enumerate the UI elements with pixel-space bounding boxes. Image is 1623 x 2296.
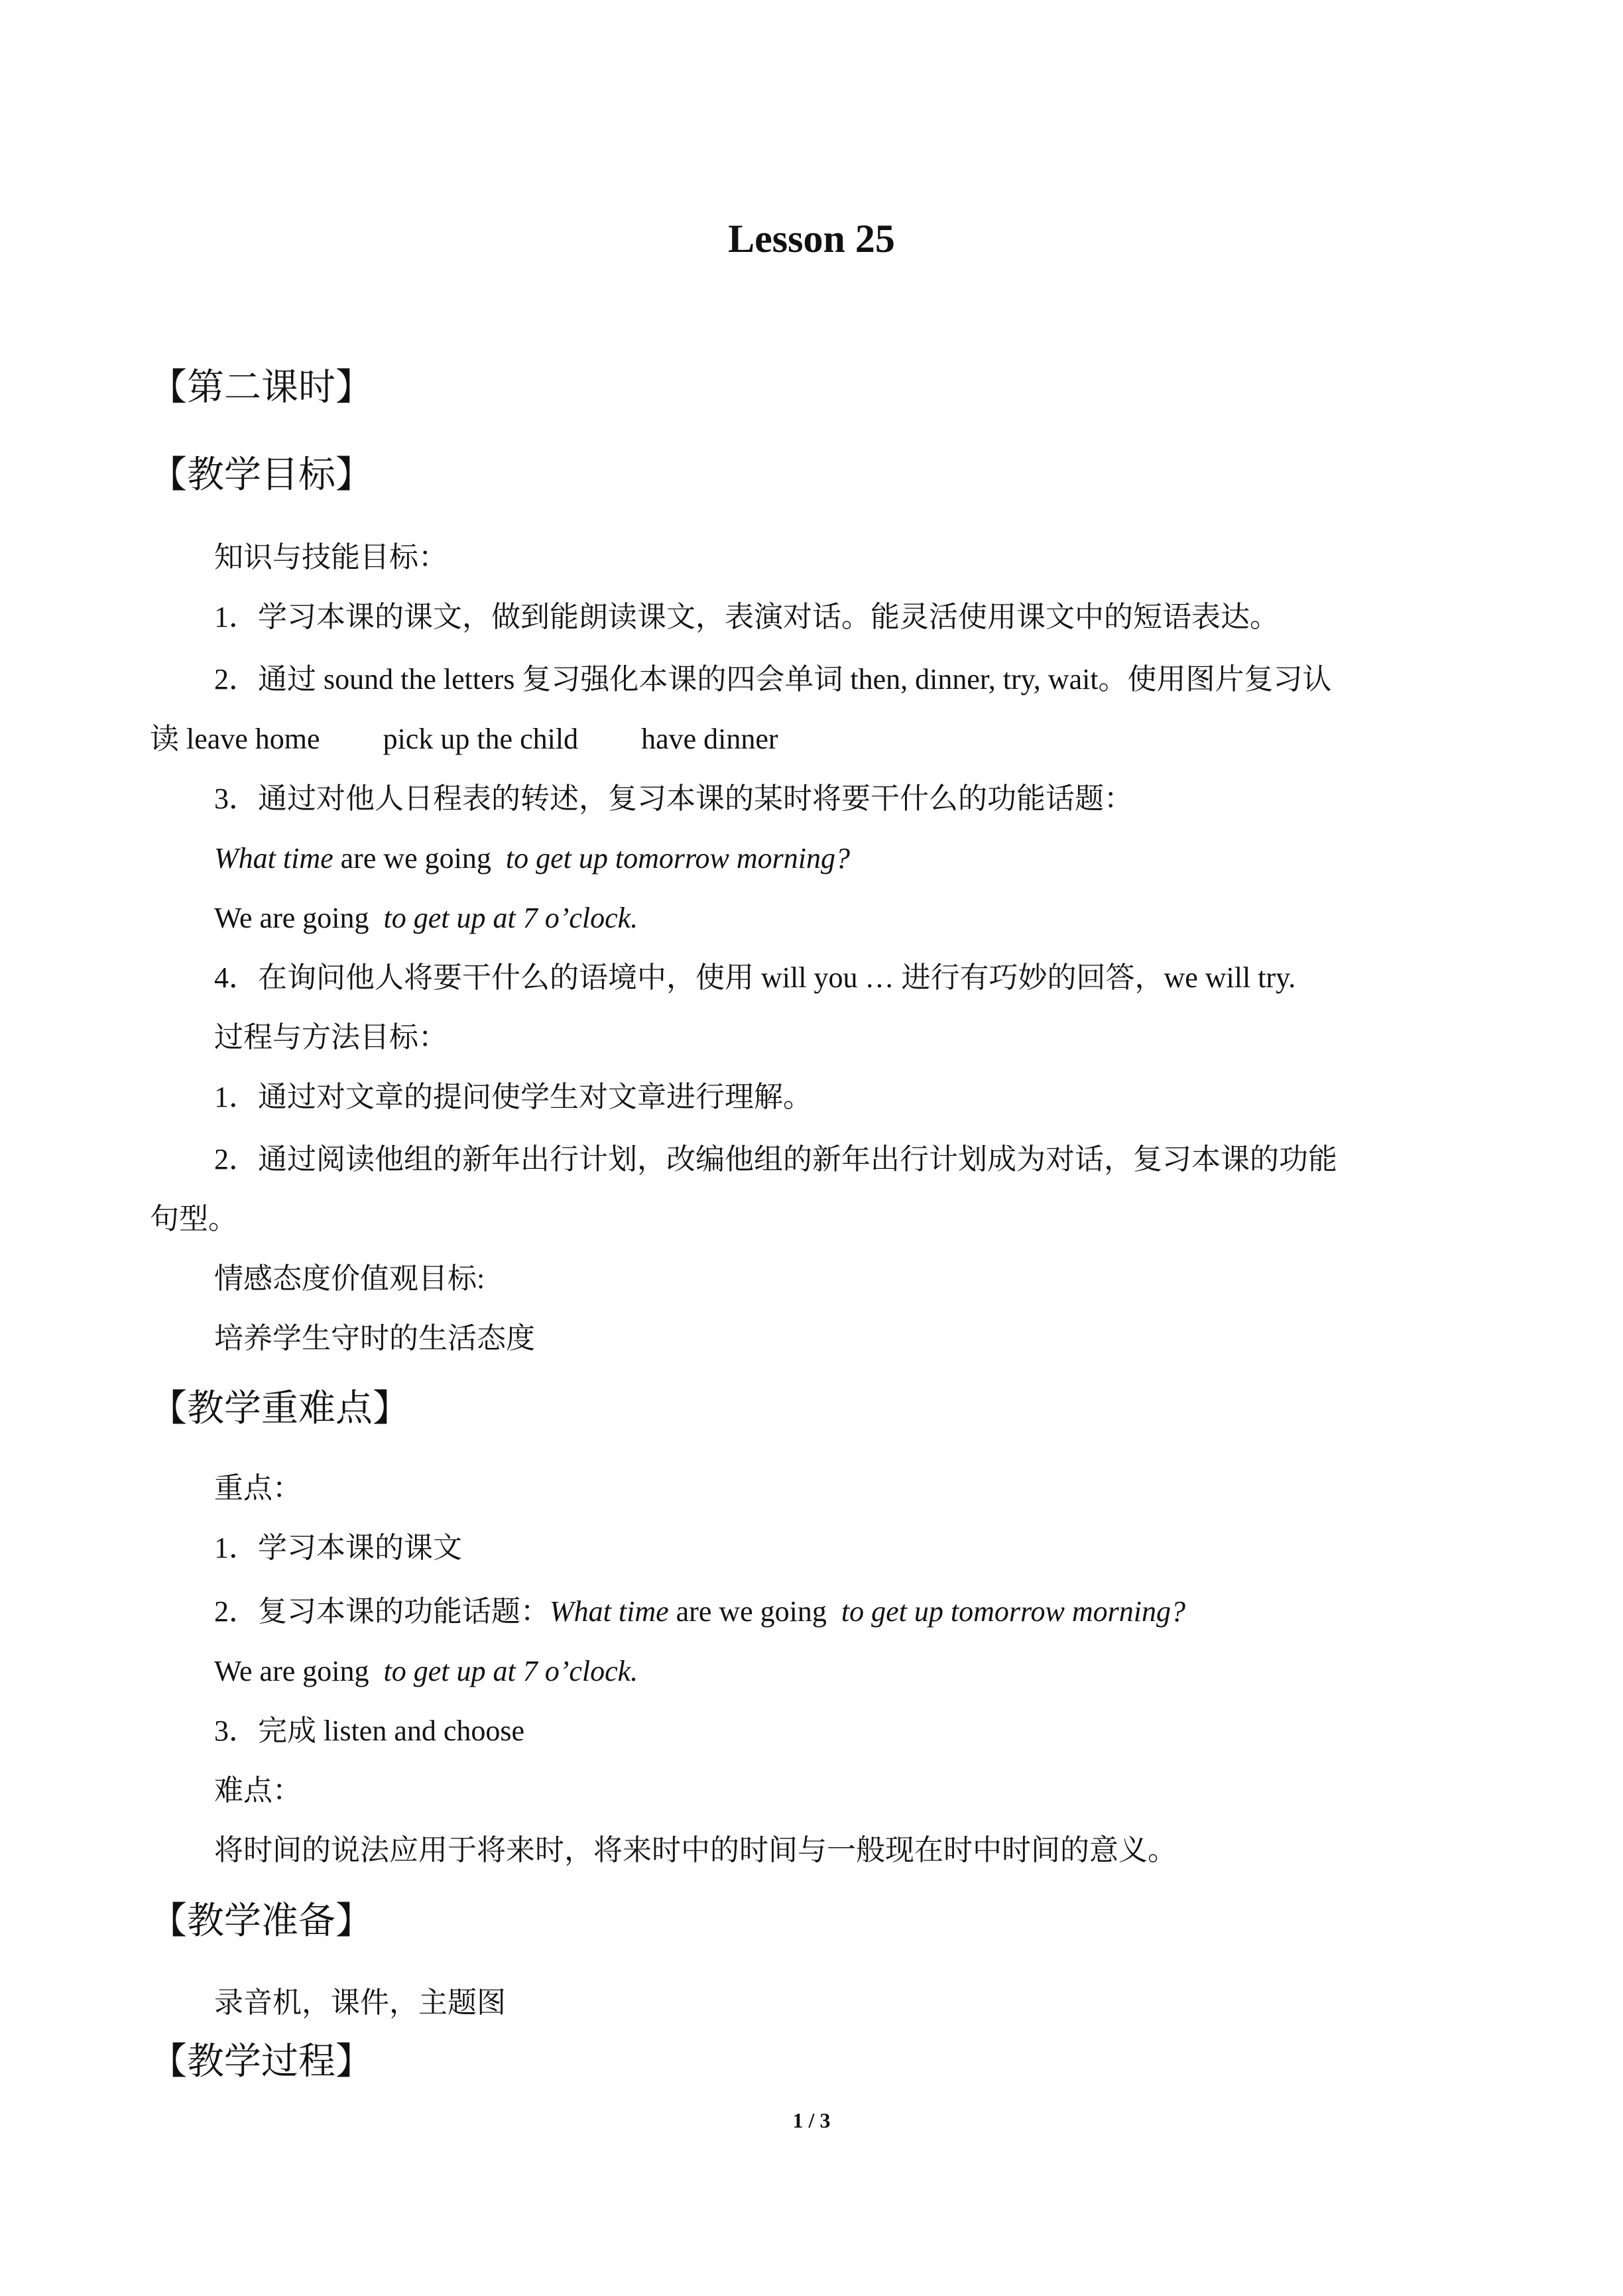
key-point-2-italic1: What time xyxy=(550,1595,669,1628)
process-item-1: 1．通过对文章的提问使学生对文章进行理解。 xyxy=(214,1081,812,1113)
example-answer xyxy=(214,896,638,940)
key-point-2-plain: are we going xyxy=(668,1595,841,1628)
difficulty-text: 将时间的说法应用于将来时，将来时中的时间与一般现在时中时间的意义。 xyxy=(214,1834,1177,1866)
knowledge-skills-heading: 知识与技能目标： xyxy=(214,541,448,574)
section-preparation-heading: 【教学准备】 xyxy=(150,1901,373,1942)
key-point-1: 1．学习本课的课文 xyxy=(214,1532,462,1564)
lesson-title: Lesson 25 xyxy=(728,217,895,261)
question-plain-part: are we going xyxy=(333,842,506,875)
emotion-heading: 情感态度价值观目标: xyxy=(214,1262,485,1295)
emotion-text: 培养学生守时的生活态度 xyxy=(214,1322,535,1355)
preparation-text: 录音机，课件，主题图 xyxy=(214,1986,506,2019)
key-answer-plain: We are going xyxy=(214,1655,384,1687)
page-number: 1 / 3 xyxy=(792,2108,831,2132)
key-point-3: 3．完成 listen and choose xyxy=(214,1715,525,1747)
objective-item-2-line2 xyxy=(150,717,778,761)
phrase-leave-home: 读 leave home xyxy=(150,723,320,755)
section-objectives-heading: 【教学目标】 xyxy=(150,455,373,496)
section-process-heading: 【教学过程】 xyxy=(150,2041,373,2083)
objective-item-2-line1: 2．通过 sound the letters 复习强化本课的四会单词 then, dinner, try, wait。使用图片复习认 xyxy=(214,663,1332,695)
objective-item-3: 3．通过对他人日程表的转述，复习本课的某时将要干什么的功能话题： xyxy=(214,782,1133,815)
objective-item-1: 1．学习本课的课文，做到能朗读课文，表演对话。能灵活使用课文中的短语表达。 xyxy=(214,601,1279,633)
key-point-2 xyxy=(214,1590,1185,1634)
difficulty-heading: 难点： xyxy=(214,1774,302,1807)
section-key-points-heading: 【教学重难点】 xyxy=(150,1388,410,1429)
question-italic-part2: to get up tomorrow morning? xyxy=(505,842,850,875)
key-point-answer xyxy=(214,1650,638,1693)
example-question xyxy=(214,837,850,880)
answer-plain-part: We are going xyxy=(214,902,384,934)
key-heading: 重点： xyxy=(214,1472,302,1504)
process-item-2-line1: 2．通过阅读他组的新年出行计划，改编他组的新年出行计划成为对话，复习本课的功能 xyxy=(214,1143,1337,1176)
answer-italic-part: to get up at 7 o’clock. xyxy=(383,902,638,934)
key-point-2-italic2: to get up tomorrow morning? xyxy=(841,1595,1185,1628)
phrase-have-dinner: have dinner xyxy=(641,723,778,755)
process-item-2-line2: 句型。 xyxy=(150,1203,237,1235)
process-method-heading: 过程与方法目标： xyxy=(214,1021,448,1054)
objective-item-4: 4．在询问他人将要干什么的语境中，使用 will you … 进行有巧妙的回答，we will try. xyxy=(214,961,1296,994)
section-period-heading: 【第二课时】 xyxy=(150,367,373,408)
key-point-2-prefix: 2．复习本课的功能话题： xyxy=(214,1595,550,1628)
phrase-pick-up-child: pick up the child xyxy=(383,723,579,755)
key-answer-italic: to get up at 7 o’clock. xyxy=(383,1655,638,1687)
question-italic-part1: What time xyxy=(214,842,333,875)
